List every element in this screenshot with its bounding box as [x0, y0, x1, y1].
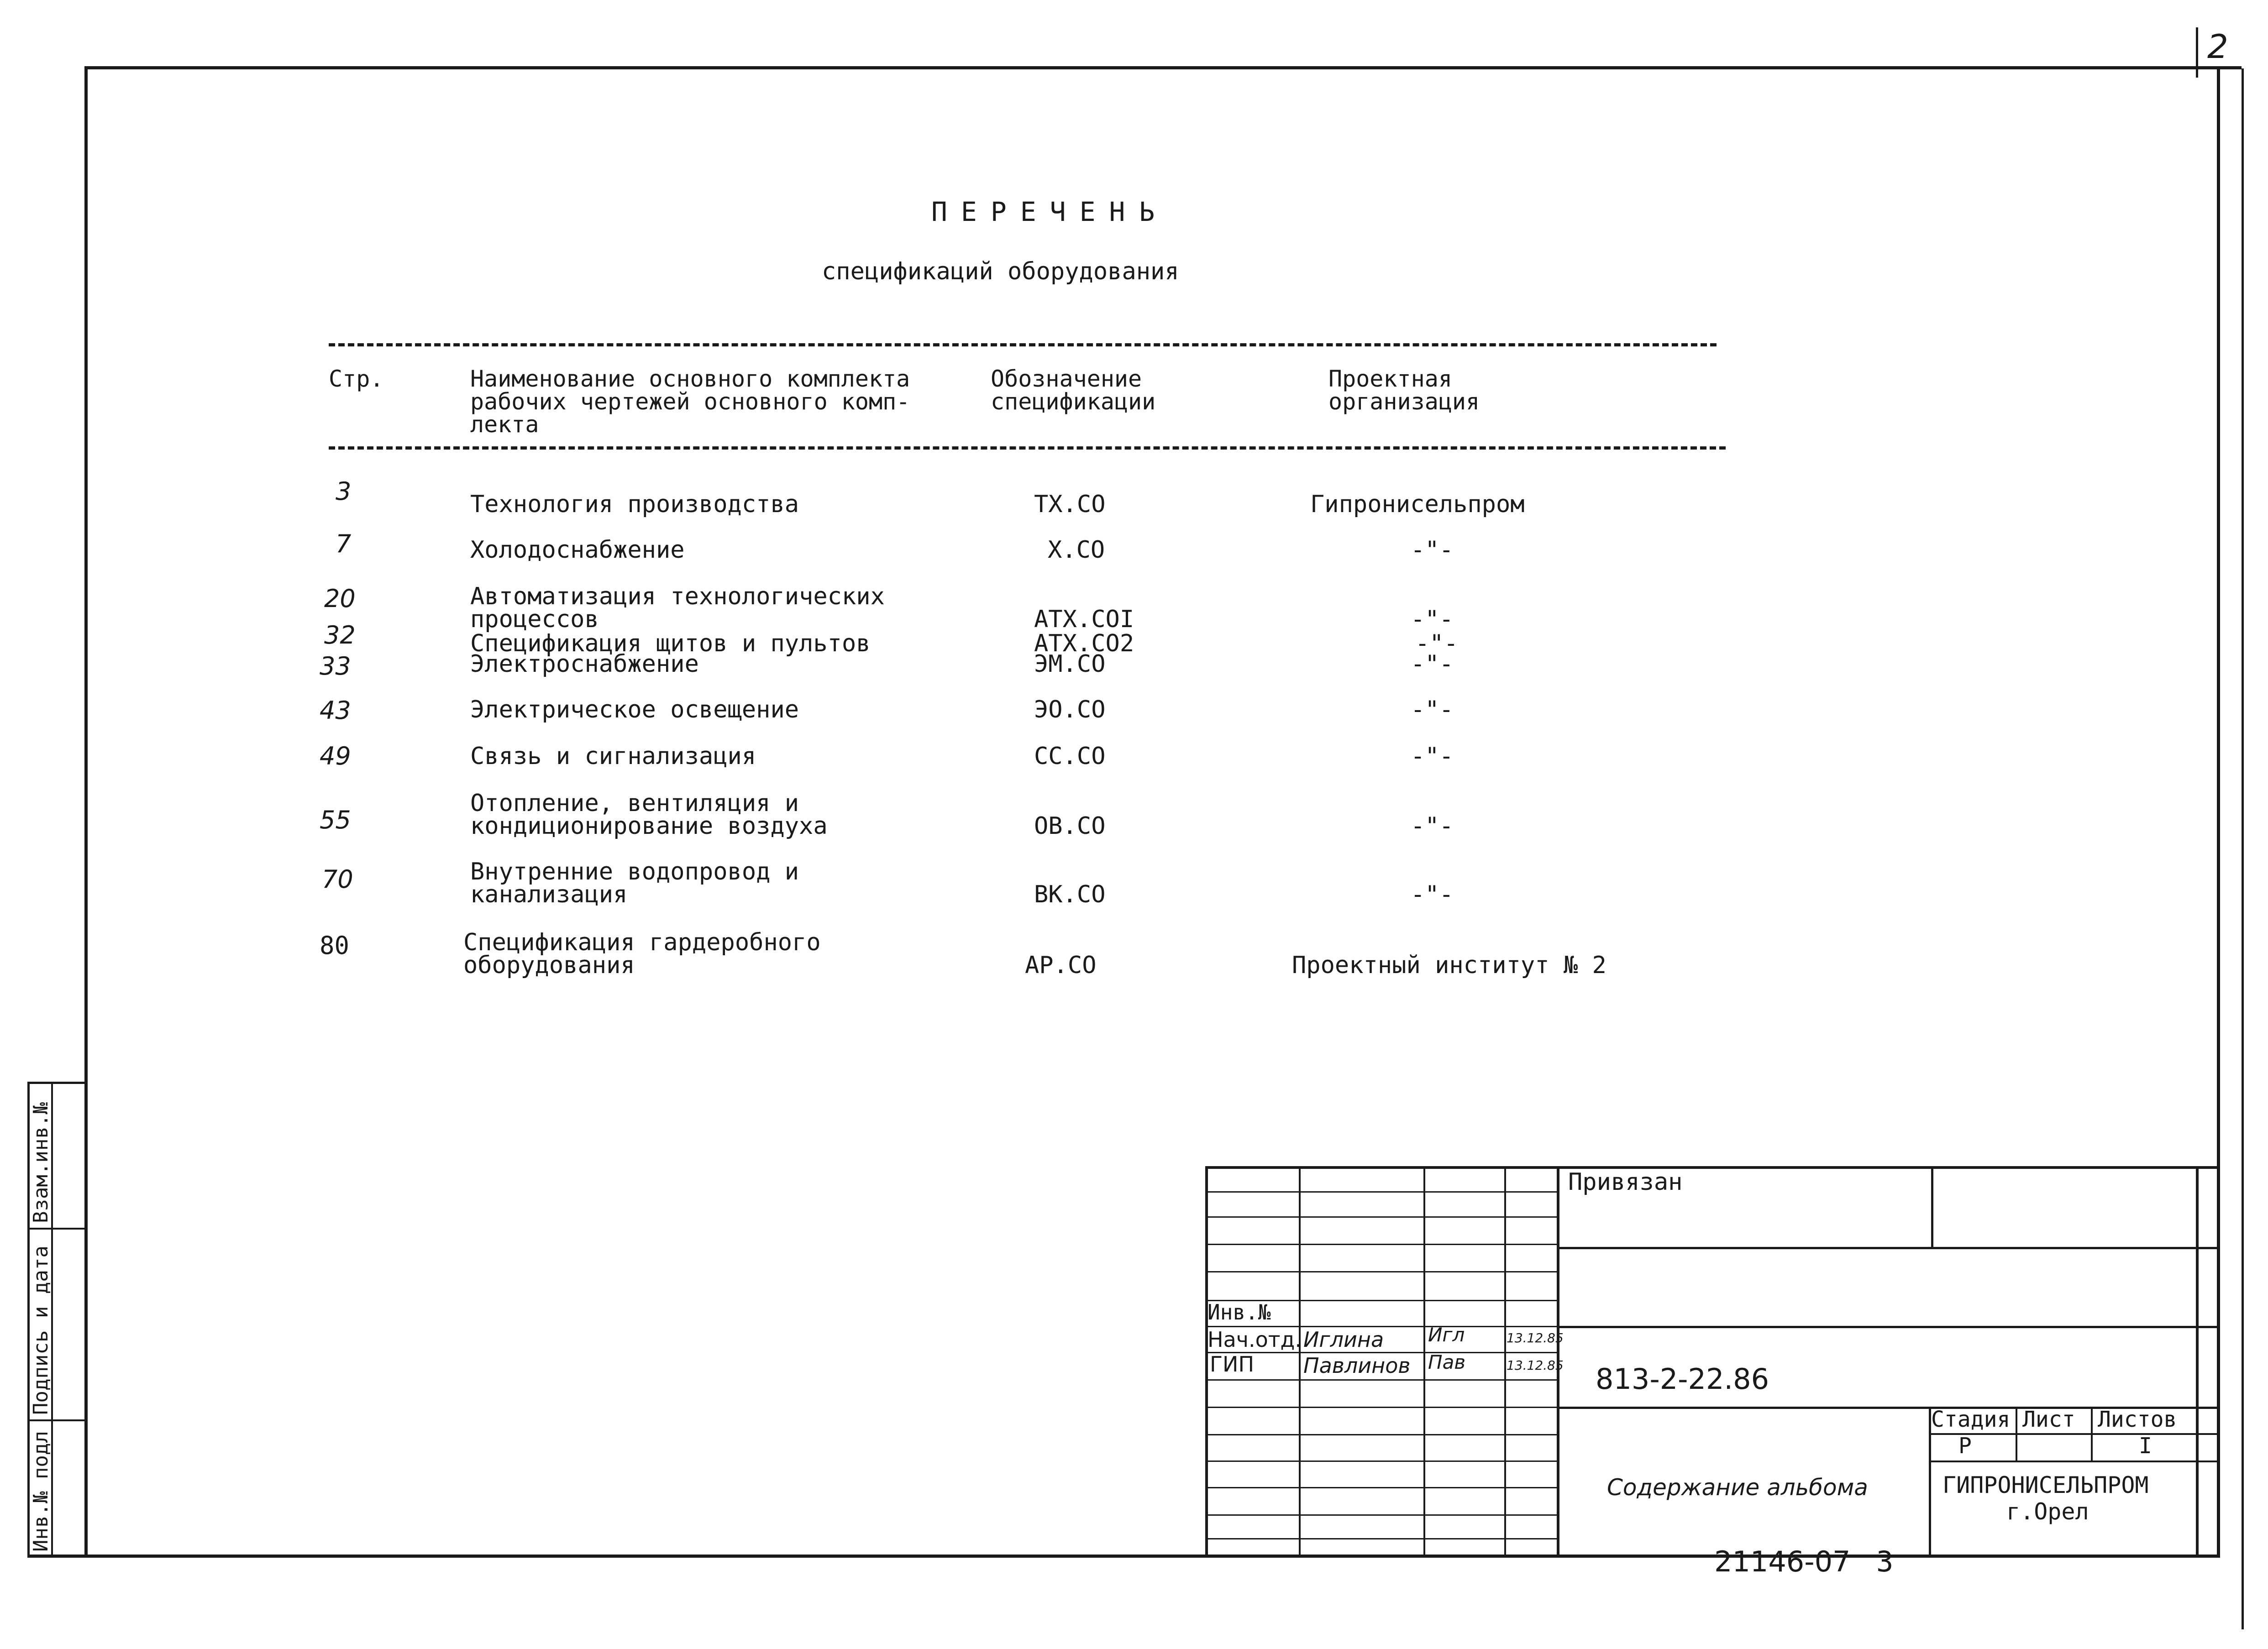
row-org: Гипронисельпром — [1310, 491, 1525, 518]
staff-date: 13.12.85 — [1507, 1330, 1564, 1345]
stage-value: Р — [1958, 1433, 1972, 1459]
tb-stage-row — [1929, 1433, 2219, 1435]
document-title: Содержание альбома — [1607, 1474, 1868, 1501]
tb-col-2 — [1423, 1166, 1425, 1558]
side-stamp-inv-original: Инв.№ подл — [29, 1431, 52, 1552]
header-rule-bottom — [329, 446, 1726, 450]
staff-name: Павлинов — [1303, 1353, 1411, 1378]
tb-row-12 — [1205, 1487, 1557, 1488]
row-code: ТХ.СО — [1034, 491, 1106, 518]
org-name: ГИПРОНИСЕЛЬПРОМ — [1942, 1472, 2149, 1498]
frame-right — [2217, 66, 2220, 1558]
row-org: -"- — [1411, 536, 1454, 564]
inv-label: Инв.№ — [1208, 1300, 1271, 1324]
column-header-code: Обозначение спецификации — [991, 366, 1156, 415]
side-stamp-sign-date: Подпись и дата — [29, 1246, 52, 1415]
row-page-number: 20 — [324, 584, 356, 613]
row-org: -"- — [1411, 743, 1454, 770]
staff-name: Иглина — [1303, 1327, 1384, 1352]
tb-stage-col-2 — [2091, 1407, 2093, 1461]
row-code: АТХ.СО2 — [1034, 630, 1134, 657]
tb-bound-div — [1931, 1166, 1933, 1248]
frame-left — [84, 66, 88, 1558]
tb-row-13 — [1205, 1514, 1557, 1516]
row-org: -"- — [1411, 812, 1454, 840]
staff-signature: Пав — [1428, 1351, 1466, 1373]
row-name: Электроснабжение — [470, 650, 699, 678]
org-city: г.Орел — [2006, 1498, 2089, 1525]
row-page-number: 3 — [336, 477, 352, 506]
row-name: Спецификация щитов и пультов — [470, 630, 871, 657]
row-code: Х.СО — [1048, 536, 1105, 564]
column-header-page: Стр. — [329, 366, 384, 392]
sheet-number-box-left — [2196, 27, 2198, 78]
row-name: Спецификация гардеробного оборудования — [463, 929, 821, 979]
sheets-value: I — [2139, 1433, 2152, 1459]
tb-left — [1205, 1166, 1208, 1558]
row-code: ОВ.СО — [1034, 812, 1106, 840]
staff-role: Нач.отд. — [1208, 1327, 1302, 1352]
row-org: -"- — [1411, 881, 1454, 908]
stage-label: Стадия — [1931, 1407, 2011, 1432]
designation: 813-2-22.86 — [1596, 1362, 1769, 1396]
tb-row-8 — [1205, 1379, 1557, 1381]
row-code: СС.СО — [1034, 743, 1106, 770]
row-page-number: 43 — [320, 696, 351, 725]
tb-col-1 — [1299, 1166, 1301, 1558]
tb-right-row-1 — [1557, 1247, 2219, 1249]
page-title: ПЕРЕЧЕНЬ — [931, 196, 1169, 227]
row-page-number: 33 — [320, 652, 351, 681]
sheets-label: Листов — [2098, 1407, 2177, 1432]
row-page-number: 7 — [336, 529, 352, 558]
row-code: ЭМ.СО — [1034, 650, 1106, 678]
side-stamp-replace-inv: Взам.инв.№ — [29, 1102, 52, 1223]
staff-date: 13.12.85 — [1507, 1358, 1564, 1373]
row-org: -"- — [1411, 650, 1454, 678]
page-number: 3 — [1876, 1545, 1894, 1578]
tb-row-3 — [1205, 1244, 1557, 1245]
side-stamp-div1 — [27, 1228, 84, 1230]
row-page-number: 32 — [324, 621, 356, 649]
sheet-number: 2 — [2207, 27, 2228, 66]
header-rule-top — [329, 343, 1717, 346]
tb-row-11 — [1205, 1461, 1557, 1462]
tb-stage-col-1 — [2016, 1407, 2017, 1461]
row-org: -"- — [1411, 606, 1454, 633]
row-name: Связь и сигнализация — [470, 743, 756, 770]
row-org: -"- — [1411, 696, 1454, 723]
row-name: Автоматизация технологических процессов — [470, 583, 885, 633]
side-stamp-div2 — [27, 1419, 84, 1421]
row-name: Холодоснабжение — [470, 536, 685, 564]
bound-label: Привязан — [1568, 1168, 1683, 1196]
row-name: Электрическое освещение — [470, 696, 799, 723]
tb-stage-row-2 — [1929, 1461, 2219, 1462]
row-code: АТХ.СОI — [1034, 606, 1134, 633]
side-stamp-top — [27, 1082, 84, 1084]
row-name: Внутренние водопровод и канализация — [470, 858, 799, 908]
row-name: Отопление, вентиляция и кондиционирование воздуха — [470, 790, 828, 840]
tb-col-3 — [1504, 1166, 1506, 1558]
row-code: ЭО.СО — [1034, 696, 1106, 723]
tb-right-edge — [2196, 1166, 2199, 1558]
page-subtitle: спецификаций оборудования — [822, 258, 1179, 285]
frame-top — [84, 66, 2242, 69]
archive-number: 21146-07 — [1714, 1545, 1851, 1578]
row-name: Технология производства — [470, 491, 799, 518]
frame-right-outer — [2242, 68, 2244, 1629]
staff-role: ГИП — [1210, 1352, 1255, 1377]
tb-row-2 — [1205, 1216, 1557, 1218]
row-code: АР.СО — [1025, 952, 1097, 979]
column-header-org: Проектная организация — [1328, 366, 1480, 415]
tb-row-14 — [1205, 1538, 1557, 1539]
row-page-number: 80 — [320, 931, 350, 960]
tb-row-4 — [1205, 1271, 1557, 1272]
row-org: -"- — [1415, 630, 1458, 657]
column-header-name: Наименование основного комплекта рабочих чертежей основного комп- лекта — [470, 366, 910, 438]
tb-top — [1205, 1166, 2219, 1169]
tb-right-row-2 — [1557, 1326, 2219, 1328]
row-org: Проектный институт № 2 — [1292, 952, 1606, 979]
tb-row-10 — [1205, 1434, 1557, 1435]
row-page-number: 70 — [322, 865, 353, 894]
row-page-number: 55 — [320, 806, 351, 834]
staff-signature: Игл — [1428, 1324, 1465, 1346]
row-page-number: 49 — [320, 742, 351, 770]
sheet-label: Лист — [2022, 1407, 2075, 1432]
tb-row-1 — [1205, 1191, 1557, 1193]
tb-row-9 — [1205, 1407, 1557, 1408]
row-code: ВК.СО — [1034, 881, 1106, 908]
